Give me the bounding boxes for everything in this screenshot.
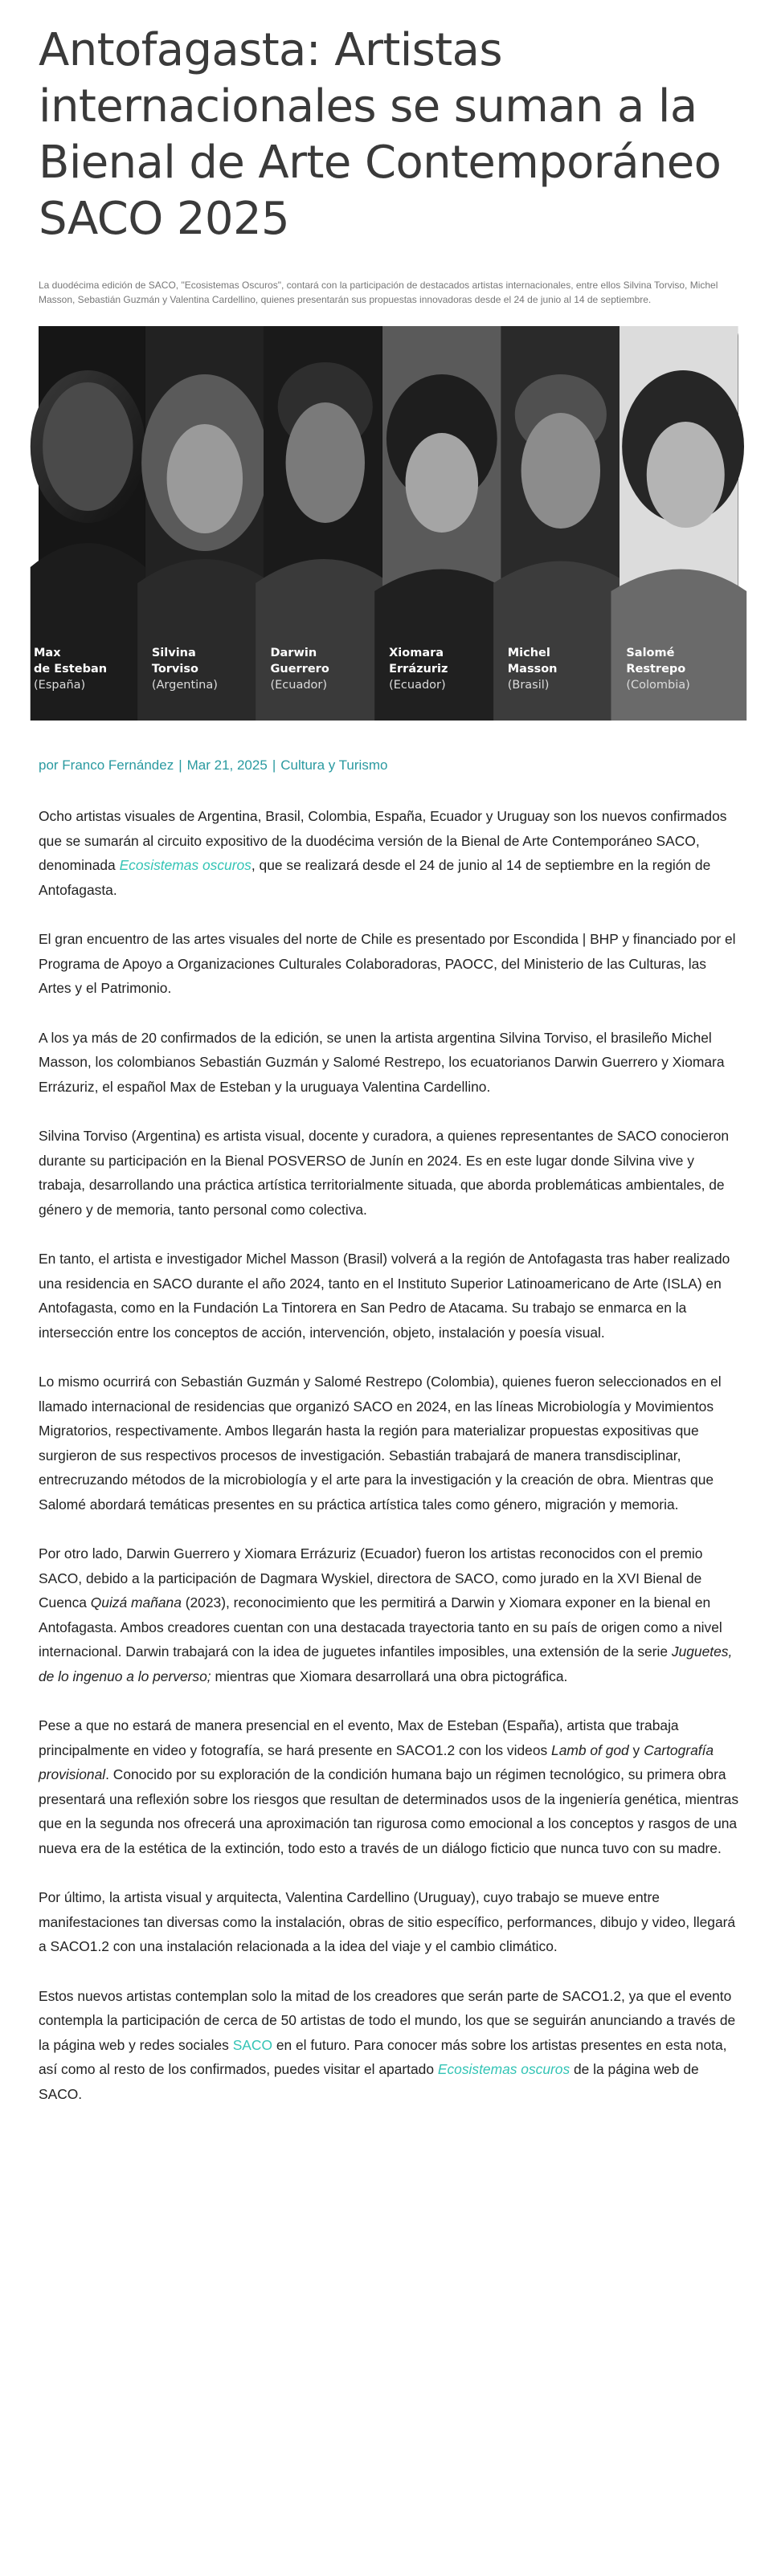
- paragraph-text: en el futuro. Para conocer más sobre los artistas presentes en esta nota, así como al resto de los confirmados, puedes visitar el apartado: [39, 2036, 727, 2077]
- artist-name: Masson: [507, 663, 558, 676]
- ecosistemas-oscuros-link[interactable]: Ecosistemas oscuros: [437, 2061, 570, 2077]
- paragraph-text: , que se realizará desde el 24 de junio al 14 de septiembre en la región de Antofagasta.: [39, 857, 711, 898]
- work-title: Lamb of god: [551, 1741, 629, 1758]
- paragraph-text: y: [628, 1741, 644, 1758]
- paragraph-text: (2023), reconocimiento que les permitirá a Darwin y Xiomara exponer en la bienal en Antofagasta. Ambos creadores cuentan con una destacada trayectoria tanto en su país de origen como a nivel internacional. Darwin trabajará con la idea de juguetes infantiles imposibles, una extensión de la serie: [39, 1594, 722, 1659]
- artist-name: Guerrero: [270, 663, 329, 676]
- paragraph: El gran encuentro de las artes visuales del norte de Chile es presentado por Escondida | BHP y financiado por el Programa de Apoyo a Organizaciones Culturales Colaboradoras, PAOCC, del Ministerio de las Culturas, las Artes y el Patrimonio.: [39, 931, 736, 996]
- artist-portrait-darwin-guerrero: [264, 326, 382, 721]
- paragraph-text: Por otro lado, Darwin Guerrero y Xiomara Errázuriz (Ecuador) fueron los artistas reconocidos con el premio SACO, debido a la participación de Dagmara Wyskiel, directora de SACO, como jurado en la XVI Bienal de Cuenca: [39, 1545, 703, 1611]
- paragraph: Silvina Torviso (Argentina) es artista visual, docente y curadora, a quienes representantes de SACO conocieron durante su participación en la Bienal POSVERSO de Junín en 2024. Es en este lugar donde Silvina vive y trabaja, desarrollando una práctica artística territorialmente situada, que aborda problemáticas ambientales, de género y de memoria, tanto personal como colectiva.: [39, 1128, 730, 1218]
- artist-country: (Ecuador): [270, 679, 328, 692]
- artist-country: (España): [34, 679, 86, 692]
- paragraph: A los ya más de 20 confirmados de la edición, se unen la artista argentina Silvina Torviso, el brasileño Michel Masson, los colombianos Sebastián Guzmán y Salomé Restrepo, los ecuatorianos Darwin Guerrero y Xiomara Errázuriz, el español Max de Esteban y la uruguaya Valentina Cardellino.: [39, 1029, 725, 1095]
- artist-portrait-salome-restrepo: [620, 326, 738, 721]
- artist-name: Silvina: [151, 647, 196, 659]
- paragraph-text: Estos nuevos artistas contemplan solo la mitad de los creadores que serán parte de SACO1.2, ya que el evento contempla la participación de cerca de 50 artistas de todo el mundo, los que se seguirán anunciando a través de la página web y redes sociales: [39, 1987, 736, 2053]
- artist-caption: [389, 645, 448, 693]
- artist-name: Salomé: [626, 647, 675, 659]
- artist-name: Restrepo: [626, 663, 686, 676]
- paragraph: Por último, la artista visual y arquitecta, Valentina Cardellino (Uruguay), cuyo trabajo se mueve entre manifestaciones tan diversas como la instalación, obras de sitio específico, performances, dibujo y video, llegará a SACO1.2 con una instalación relacionada a la idea del viaje y el cambio climático.: [39, 1889, 736, 1954]
- artist-name: Darwin: [270, 647, 317, 659]
- article-excerpt: La duodécima edición de SACO, "Ecosistemas Oscuros", contará con la participación de destacados artistas internacionales, entre ellos Silvina Torviso, Michel Masson, Sebastián Guzmán y Valentina Cardellino, quienes presentarán sus propuestas innovadoras desde el 24 de junio al 14 de septiembre.: [39, 280, 718, 305]
- paragraph: [39, 1713, 740, 1860]
- paragraph-text: . Conocido por su exploración de la condición humana bajo un régimen tecnológico, su primera obra presentará una reflexión sobre los riesgos que resultan de determinados usos de la ingeniería genética, mientras que en la segunda nos ofrecerá una aproximación tan rigurosa como emocional a los conceptos y rasgos de una nueva era de la estética de la extinción, todo esto a través de un diálogo ficticio que nunca tuvo con su madre.: [39, 1766, 739, 1856]
- paragraph: Lo mismo ocurrirá con Sebastián Guzmán y Salomé Restrepo (Colombia), quienes fueron seleccionados en el llamado internacional de residencias que organizó SACO en 2024, en las líneas Microbiología y Movimientos Migratorios, respectivamente. Ambos llegarán hasta la región para materializar propuestas expositivas que surgieron de sus respectivos procesos de investigación. Sebastián trabajará de manera transdisciplinar, entrecruzando métodos de la microbiología y el arte para la investigación y la creación de obra. Mientras que Salomé abordará temáticas presentes en su práctica artística tales como género, migración y memoria.: [39, 1374, 722, 1513]
- category-link[interactable]: Cultura y Turismo: [280, 757, 388, 773]
- artist-name: de Esteban: [34, 663, 108, 676]
- artist-caption: [34, 645, 107, 693]
- artist-portrait-silvina-torviso: [145, 326, 264, 721]
- paragraph: [39, 1984, 740, 2107]
- meta-separator: |: [272, 757, 276, 773]
- artist-portrait-xiomara-errazuriz: [382, 326, 501, 721]
- post-meta: [39, 757, 738, 774]
- artist-country: (Ecuador): [389, 679, 446, 692]
- artist-caption: [626, 645, 689, 693]
- artist-name: Max: [34, 647, 61, 659]
- work-title: Cartografía provisional: [39, 1741, 714, 1782]
- artist-country: (Argentina): [151, 679, 218, 692]
- artist-caption: [508, 645, 558, 693]
- article-title: Antofagasta: Artistas internacionales se suman a la Bienal de Arte Contemporáneo SACO 2025: [39, 24, 722, 245]
- paragraph-text: mientras que Xiomara desarrollará una obra pictográfica.: [211, 1668, 568, 1684]
- artist-name: Errázuriz: [389, 663, 448, 676]
- paragraph-text: de la página web de SACO.: [39, 2061, 699, 2102]
- artist-caption: [270, 645, 329, 693]
- artist-country: (Colombia): [626, 679, 690, 692]
- article-body: [39, 804, 740, 2106]
- artist-country: (Brasil): [507, 679, 550, 692]
- paragraph: [39, 1541, 740, 1688]
- artist-name: Xiomara: [389, 647, 444, 659]
- saco-social-link[interactable]: SACO: [232, 2036, 272, 2053]
- artist-portrait-michel-masson: [501, 326, 620, 721]
- artist-portrait-max-de-esteban: [34, 326, 145, 721]
- hero-image: [34, 326, 738, 721]
- paragraph-text: Pese a que no estará de manera presencial en el evento, Max de Esteban (España), artista que trabaja principalmente en video y fotografía, se hará presente en SACO1.2 con los videos: [39, 1717, 679, 1758]
- artist-name: Michel: [507, 647, 550, 659]
- paragraph-text: Ocho artistas visuales de Argentina, Brasil, Colombia, España, Ecuador y Uruguay son los nuevos confirmados que se sumarán al circuito expositivo de la duodécima versión de la Bienal de Arte Contemporáneo SACO, denominada: [39, 808, 727, 873]
- paragraph: [39, 804, 740, 902]
- author-link[interactable]: por Franco Fernández: [39, 757, 174, 773]
- work-title: Quizá mañana: [90, 1594, 182, 1611]
- artist-caption: [152, 645, 218, 693]
- artist-name: Torviso: [151, 663, 198, 676]
- meta-separator: |: [178, 757, 182, 773]
- post-date: Mar 21, 2025: [186, 757, 268, 773]
- paragraph: En tanto, el artista e investigador Michel Masson (Brasil) volverá a la región de Antofagasta tras haber realizado una residencia en SACO durante el año 2024, tanto en el Instituto Superior Latinoamericano de Arte (ISLA) en Antofagasta, como en la Fundación La Tintorera en San Pedro de Atacama. Su trabajo se enmarca en la intersección entre los conceptos de acción, intervención, objeto, instalación y poesía visual.: [39, 1251, 730, 1341]
- work-title: Juguetes, de lo ingenuo a lo perverso;: [39, 1643, 733, 1684]
- ecosistemas-oscuros-link[interactable]: Ecosistemas oscuros: [119, 857, 252, 873]
